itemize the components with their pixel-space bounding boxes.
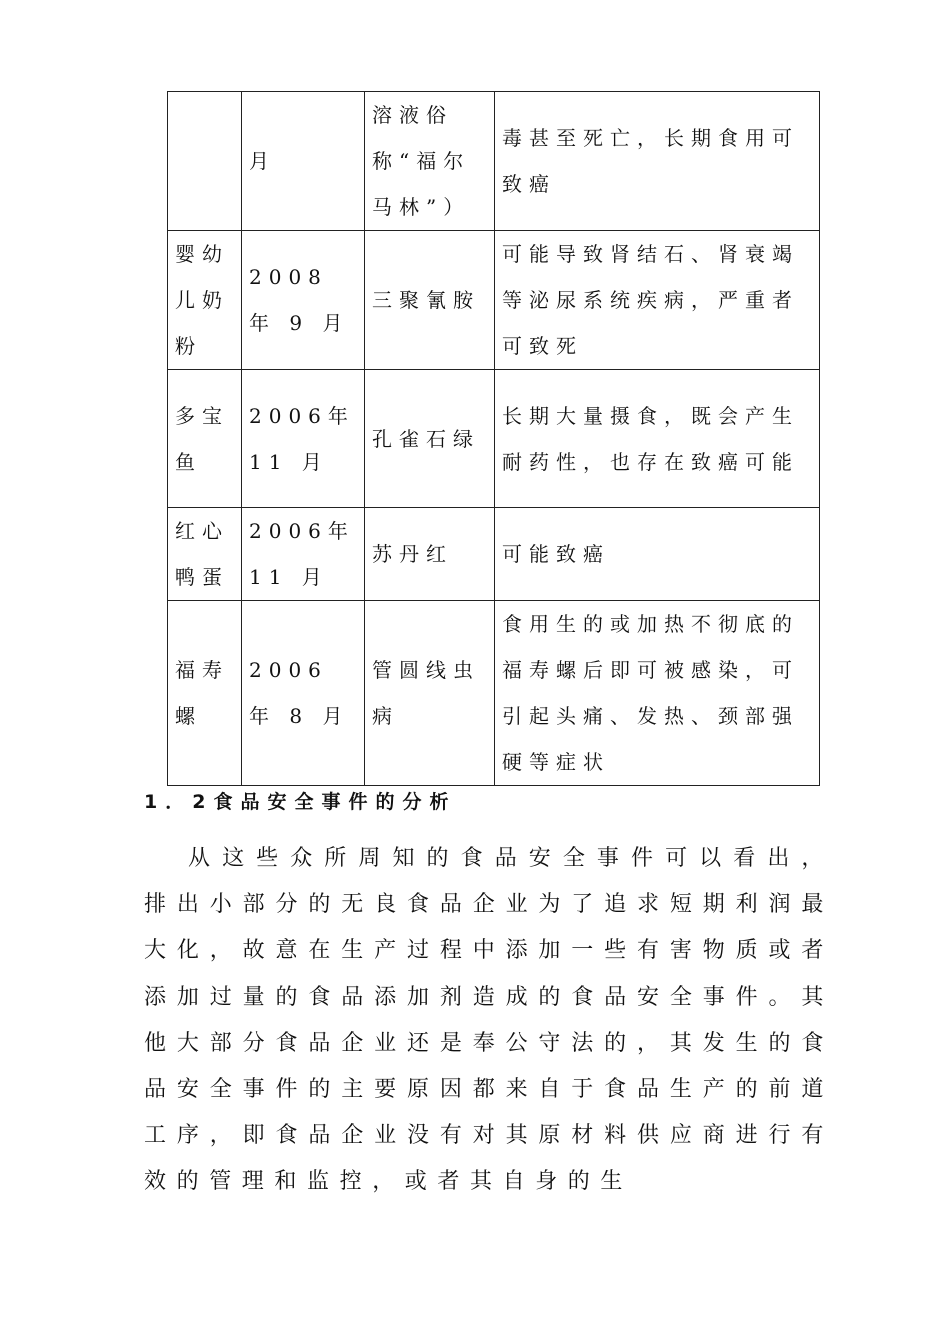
section-heading: 1．2食品安全事件的分析 [144, 791, 457, 813]
body-paragraph: 从这些众所周知的食品安全事件可以看出，排出小部分的无良食品企业为了追求短期利润最大化，故意在生产过程中添加一些有害物质或者添加过量的食品添加剂造成的食品安全事件。其他大部分食品企业还是奉公守法的，其发生的食品安全事件的主要原因都来自于食品生产的前道工序，即食品企业没有对其原材料供应商进行有效的管理和监控，或者其自身的生 [144, 846, 834, 1195]
substance-cell: 管圆线虫病 [365, 601, 495, 786]
food-cell: 红心鸭蛋 [168, 508, 242, 601]
harm-cell: 可能导致肾结石、肾衰竭等泌尿系统疾病，严重者可致死 [495, 231, 820, 370]
substance-cell: 三聚氰胺 [365, 231, 495, 370]
food-cell: 多宝鱼 [168, 370, 242, 508]
table-row [168, 508, 820, 601]
date-cell: 月 [242, 92, 365, 231]
substance-cell: 苏丹红 [365, 508, 495, 601]
date-cell: 2008 年 9 月 [242, 231, 365, 370]
harm-cell: 长期大量摄食，既会产生耐药性，也存在致癌可能 [495, 370, 820, 508]
harm-cell: 可能致癌 [495, 508, 820, 601]
food-cell [168, 92, 242, 231]
table-row [168, 231, 820, 370]
food-cell: 福寿螺 [168, 601, 242, 786]
date-cell: 2006 年 8 月 [242, 601, 365, 786]
food-safety-events-table [167, 91, 820, 786]
harm-cell: 毒甚至死亡，长期食用可致癌 [495, 92, 820, 231]
substance-cell: 孔雀石绿 [365, 370, 495, 508]
food-cell: 婴幼儿奶粉 [168, 231, 242, 370]
table-row [168, 92, 820, 231]
substance-cell: 溶液俗称“福尔马林”） [365, 92, 495, 231]
table-row [168, 370, 820, 508]
date-cell: 2006年 11 月 [242, 370, 365, 508]
table-row [168, 601, 820, 786]
harm-cell: 食用生的或加热不彻底的福寿螺后即可被感染，可引起头痛、发热、颈部强硬等症状 [495, 601, 820, 786]
date-cell: 2006年 11 月 [242, 508, 365, 601]
